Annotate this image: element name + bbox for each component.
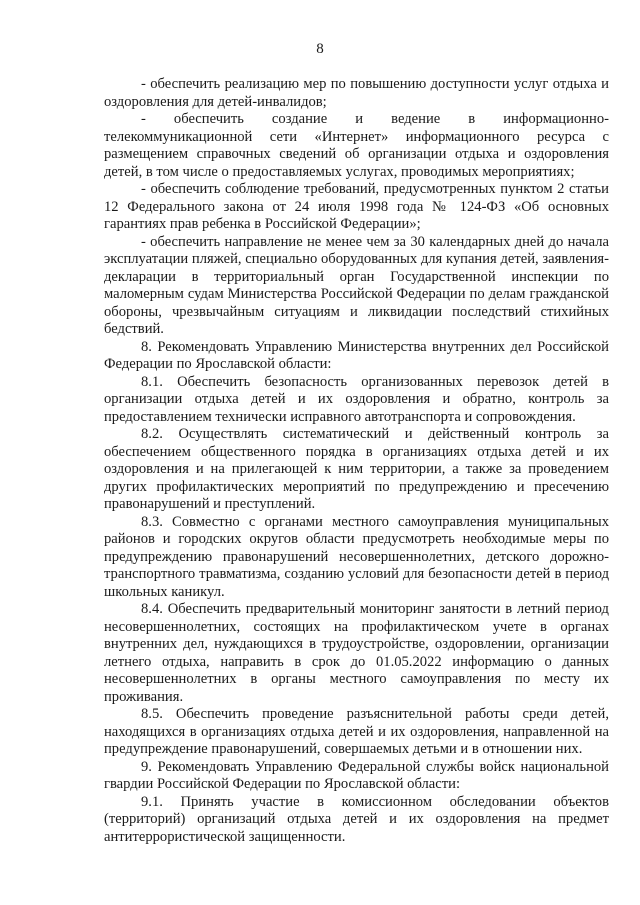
paragraph-accessibility-disabled-children: - обеспечить реализацию мер по повышению доступности услуг отдыха и оздоровления для детей-инвалидов; xyxy=(104,76,609,110)
paragraph-item-9: 9. Рекомендовать Управлению Федеральной службы войск национальной гвардии Российской Федерации по Ярославской области: xyxy=(104,758,609,792)
paragraph-item-8-1: 8.1. Обеспечить безопасность организованных перевозок детей в организации отдыха детей и их оздоровления и обратно, контроль за предоставлением технически исправного автотранспорта и сопровождения. xyxy=(104,373,609,425)
paragraph-item-8-3: 8.3. Совместно с органами местного самоуправления муниципальных районов и городских округов области предусмотреть необходимые меры по предупреждению правонарушений несовершеннолетних, детского дорожно-транспортного травматизма, созданию условий для безопасности детей в период школьных каникул. xyxy=(104,513,609,600)
paragraph-item-8-4: 8.4. Обеспечить предварительный мониторинг занятости в летний период несовершеннолетних, состоящих на профилактическом учете в органах внутренних дел, нуждающихся в трудоустройстве, оздоровлении, организации летнего отдыха, направить в срок до 01.05.2022 информацию о данных несовершеннолетних в органы местного самоуправления по месту их проживания. xyxy=(104,601,609,705)
document-body xyxy=(104,76,609,846)
paragraph-item-8: 8. Рекомендовать Управлению Министерства внутренних дел Российской Федерации по Ярославской области: xyxy=(104,338,609,372)
paragraph-item-8-5: 8.5. Обеспечить проведение разъяснительной работы среди детей, находящихся в организациях отдыха детей и их оздоровления, направленной на предупреждение правонарушений, совершаемых детьми и в отношении них. xyxy=(104,706,609,757)
paragraph-item-9-1: 9.1. Принять участие в комиссионном обследовании объектов (территорий) организаций отдыха детей и их оздоровления на предмет антитеррористической защищенности. xyxy=(104,793,609,845)
paragraph-internet-resource: - обеспечить создание и ведение в информационно-телекоммуникационной сети «Интернет» информационного ресурса с размещением справочных сведений об организации отдыха и оздоровления детей, в том числе о предоставляемых услугах, проводимых мероприятиях; xyxy=(104,111,609,180)
page-number: 8 xyxy=(316,41,324,57)
paragraph-federal-law-compliance: - обеспечить соблюдение требований, предусмотренных пунктом 2 статьи 12 Федерального закона от 24 июля 1998 года № 124-ФЗ «Об основных гарантиях прав ребенка в Российской Федерации»; xyxy=(104,181,609,232)
paragraph-item-8-2: 8.2. Осуществлять систематический и действенный контроль за обеспечением общественного порядка в организациях отдыха детей и их оздоровления и на прилегающей к ним территории, а также за проведением других профилактических мероприятий по предупреждению и пресечению правонарушений и преступлений. xyxy=(104,426,609,512)
paragraph-beach-declaration: - обеспечить направление не менее чем за 30 календарных дней до начала эксплуатации пляжей, специально оборудованных для купания детей, заявления-декларации в территориальный орган Государственной инспекции по маломерным судам Министерства Российской Федерации по делам гражданской обороны, чрезвычайным ситуациям и ликвидации последствий стихийных бедствий. xyxy=(104,233,609,337)
